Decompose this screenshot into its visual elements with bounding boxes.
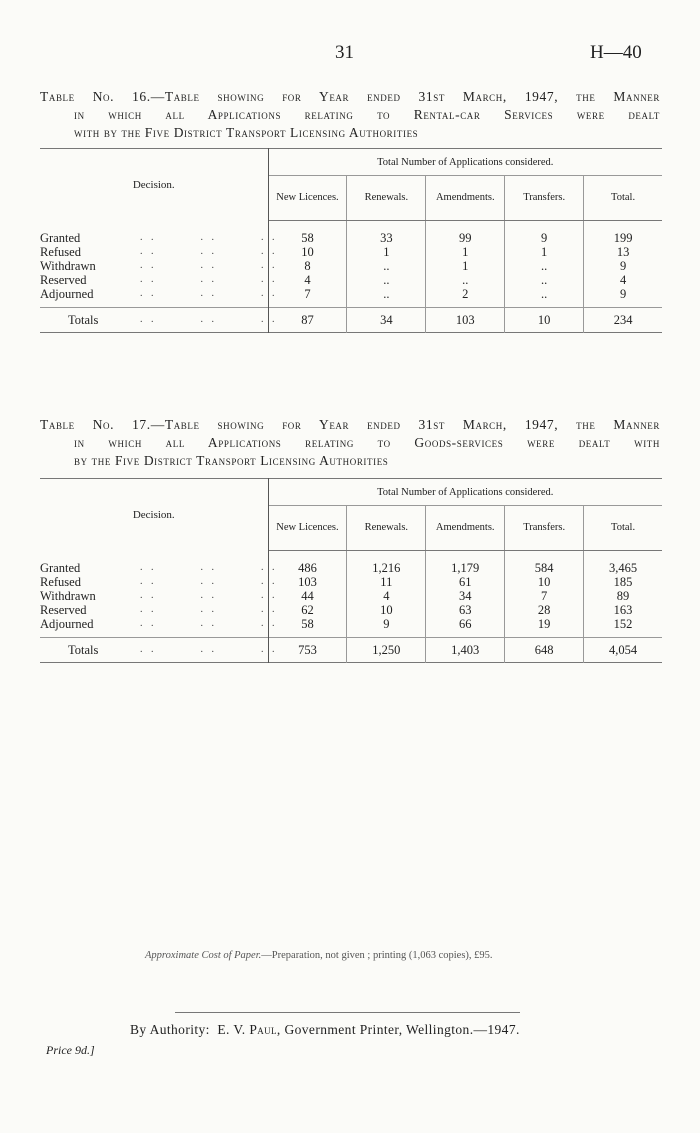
cost-text: —Preparation, not given ; printing (1,063 copies), £95. <box>261 950 493 961</box>
totals-label: Totals <box>68 643 99 657</box>
cell: 58 <box>268 221 347 246</box>
row-label: Adjourned <box>40 617 94 631</box>
cell: 34 <box>426 589 505 603</box>
cell: .. <box>347 259 426 273</box>
cell: .. <box>505 273 584 287</box>
cell: 89 <box>616 589 630 603</box>
cell: 9 <box>619 259 627 273</box>
total-cell: 1,403 <box>426 638 505 663</box>
table-16-title-line-1: Table No. 16.—Table showing for Year ended 31st March, 1947, the Manner <box>40 89 660 104</box>
table-17-title-line-1: Table No. 17.—Table showing for Year ended 31st March, 1947, the Manner <box>40 417 660 432</box>
table-row: Reserved . . . . . . 4 .. .. .. 4 <box>40 273 662 287</box>
cell: .. <box>426 273 505 287</box>
cost-label: Approximate Cost of Paper. <box>145 950 262 961</box>
table-16-title-line-3: with by the Five District Transport Licensing Authorities <box>74 125 419 140</box>
cell: 9 <box>505 221 584 246</box>
cell: 33 <box>347 221 426 246</box>
table-row: Granted . . . . . . 486 1,216 1,179 584 3,465 <box>40 551 662 576</box>
cell: 4 <box>619 273 627 287</box>
authority-prefix: By Authority: <box>130 1022 210 1037</box>
total-cell: 87 <box>268 308 347 333</box>
column-header: Renewals. <box>347 506 426 551</box>
table-row: Withdrawn . . . . . . 44 4 34 7 89 <box>40 589 662 603</box>
cell: 1 <box>426 245 505 259</box>
table-17-title <box>40 416 660 470</box>
cell: 1 <box>426 259 505 273</box>
table-row: Reserved . . . . . . 62 10 63 28 163 <box>40 603 662 617</box>
column-header: Transfers. <box>505 176 584 221</box>
totals-row: Totals . . . . . . 753 1,250 1,403 648 4,054 <box>40 638 662 663</box>
cell: .. <box>347 287 426 308</box>
cell: 63 <box>426 603 505 617</box>
row-label: Granted <box>40 560 81 575</box>
row-label: Reserved <box>40 273 87 287</box>
cell: 9 <box>619 287 627 301</box>
cell: 62 <box>268 603 347 617</box>
cell: 7 <box>505 589 584 603</box>
decision-header: Decision. <box>40 149 268 221</box>
row-label: Withdrawn <box>40 259 96 273</box>
column-header: New Licences. <box>268 176 347 221</box>
row-label: Refused <box>40 245 81 259</box>
cell: 1 <box>505 245 584 259</box>
cell: 66 <box>426 617 505 638</box>
table-row: Refused . . . . . . 10 1 1 1 13 <box>40 245 662 259</box>
cell: 10 <box>505 575 584 589</box>
total-cell: 10 <box>505 308 584 333</box>
column-header: Amendments. <box>426 506 505 551</box>
cell: 61 <box>426 575 505 589</box>
cell: 584 <box>505 551 584 576</box>
cell: 13 <box>616 245 630 259</box>
cell: 10 <box>268 245 347 259</box>
cell: 8 <box>268 259 347 273</box>
cell: 1,216 <box>347 551 426 576</box>
cell: 103 <box>268 575 347 589</box>
total-cell: 753 <box>268 638 347 663</box>
totals-label: Totals <box>68 313 99 327</box>
table-row: Adjourned . . . . . . 58 9 66 19 152 <box>40 617 662 638</box>
cell: .. <box>505 287 584 308</box>
column-header: Amendments. <box>426 176 505 221</box>
column-header: New Licences. <box>268 506 347 551</box>
cell: 486 <box>268 551 347 576</box>
table-row: Withdrawn . . . . . . 8 .. 1 .. 9 <box>40 259 662 273</box>
totals-row: Totals . . . . . . 87 34 103 10 234 <box>40 308 662 333</box>
cell: 10 <box>347 603 426 617</box>
cell: 4 <box>347 589 426 603</box>
cell: 199 <box>613 231 633 245</box>
cell: 185 <box>613 575 633 589</box>
cell: 9 <box>347 617 426 638</box>
total-cell: 4,054 <box>584 638 662 663</box>
cell: 163 <box>613 603 633 617</box>
column-header: Renewals. <box>347 176 426 221</box>
table-17-title-line-2: in which all Applications relating to Goods-services were dealt with <box>74 435 660 450</box>
total-cell: 234 <box>584 308 662 333</box>
cell: .. <box>505 259 584 273</box>
column-header: Total. <box>584 176 662 221</box>
table-16-title <box>40 88 660 142</box>
row-label: Withdrawn <box>40 589 96 603</box>
cell: 99 <box>426 221 505 246</box>
total-cell: 103 <box>426 308 505 333</box>
decision-header: Decision. <box>40 479 268 551</box>
cell: .. <box>347 273 426 287</box>
column-header: Transfers. <box>505 506 584 551</box>
cell: 152 <box>613 617 633 631</box>
total-cell: 648 <box>505 638 584 663</box>
row-label: Granted <box>40 230 81 245</box>
cell: 44 <box>268 589 347 603</box>
group-header: Total Number of Applications considered. <box>268 149 662 176</box>
cell: 19 <box>505 617 584 638</box>
table-row: Adjourned . . . . . . 7 .. 2 .. 9 <box>40 287 662 308</box>
table-row: Refused . . . . . . 103 11 61 10 185 <box>40 575 662 589</box>
total-cell: 1,250 <box>347 638 426 663</box>
authority-rest: Government Printer, Wellington.—1947. <box>284 1022 520 1037</box>
group-header: Total Number of Applications considered. <box>268 479 662 506</box>
cell: 3,465 <box>608 561 638 575</box>
cell: 4 <box>268 273 347 287</box>
cell: 2 <box>426 287 505 308</box>
row-label: Reserved <box>40 603 87 617</box>
authority-name: E. V. Paul, <box>217 1022 281 1037</box>
table-16-title-line-2: in which all Applications relating to Rental-car Services were dealt <box>74 107 660 122</box>
cell: 1,179 <box>426 551 505 576</box>
column-header: Total. <box>584 506 662 551</box>
price-note: Price 9d.] <box>46 1043 95 1057</box>
row-label: Adjourned <box>40 287 94 301</box>
page-number: 31 <box>335 42 354 63</box>
cost-note <box>145 950 493 961</box>
cell: 28 <box>505 603 584 617</box>
table-17 <box>40 478 662 663</box>
footer-rule <box>175 1012 520 1013</box>
table-row: Granted . . . . . . 58 33 99 9 199 <box>40 221 662 246</box>
table-16 <box>40 148 662 333</box>
document-code: H—40 <box>590 42 642 63</box>
total-cell: 34 <box>347 308 426 333</box>
row-label: Refused <box>40 575 81 589</box>
table-17-title-line-3: by the Five District Transport Licensing Authorities <box>74 453 389 468</box>
cell: 7 <box>268 287 347 308</box>
authority-line <box>130 1022 520 1038</box>
cell: 1 <box>347 245 426 259</box>
cell: 11 <box>347 575 426 589</box>
cell: 58 <box>268 617 347 638</box>
